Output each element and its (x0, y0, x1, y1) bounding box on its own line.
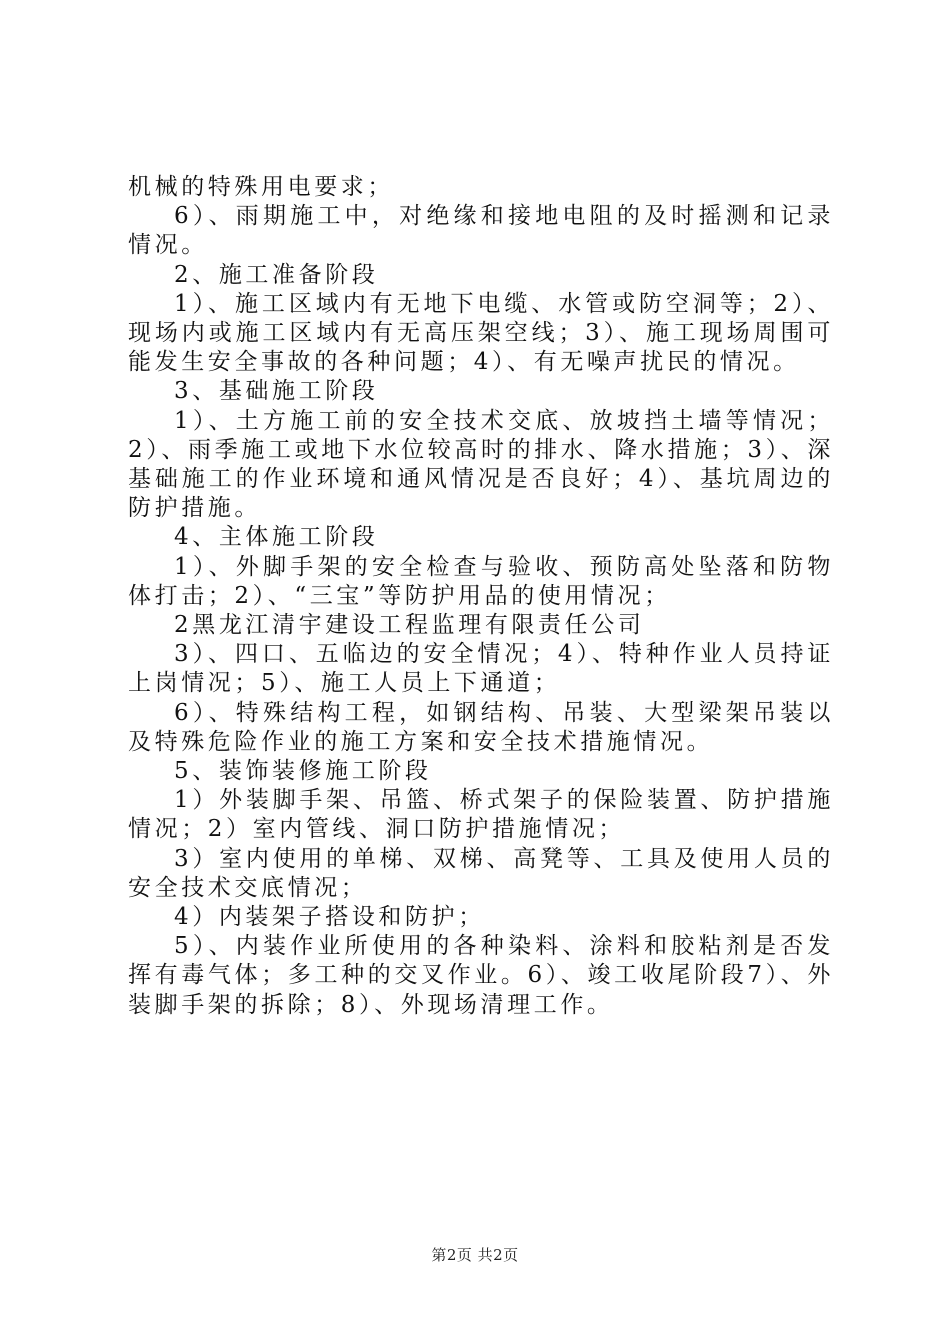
paragraph: 3）室内使用的单梯、双梯、高凳等、工具及使用人员的安全技术交底情况； (128, 845, 834, 901)
paragraph: 6）、特殊结构工程，如钢结构、吊装、大型梁架吊装以及特殊危险作业的施工方案和安全技术措施情况。 (128, 699, 834, 755)
paragraph: 1）、外脚手架的安全检查与验收、预防高处坠落和防物体打击；2）、“三宝”等防护用品的使用情况； (128, 553, 834, 609)
page-number-footer: 第2页 共2页 (431, 1246, 519, 1264)
paragraph: 1）、土方施工前的安全技术交底、放坡挡土墙等情况；2）、雨季施工或地下水位较高时的排水、降水措施；3）、深基础施工的作业环境和通风情况是否良好；4）、基坑周边的防护措施。 (128, 407, 834, 522)
paragraph: 1）外装脚手架、吊篮、桥式架子的保险装置、防护措施情况；2）室内管线、洞口防护措施情况； (128, 787, 834, 843)
paragraph: 4）内装架子搭设和防护； (174, 904, 485, 931)
paragraph: 2黑龙江清宇建设工程监理有限责任公司 (174, 612, 645, 639)
paragraph: 3）、四口、五临边的安全情况；4）、特种作业人员持证上岗情况；5）、施工人员上下通道； (128, 641, 834, 697)
section-heading: 2、施工准备阶段 (174, 261, 379, 288)
paragraph: 5）、内装作业所使用的各种染料、涂料和胶粘剂是否发挥有毒气体；多工种的交叉作业。6）、竣工收尾阶段7）、外装脚手架的拆除；8）、外现场清理工作。 (128, 933, 834, 1018)
section-heading: 5、装饰装修施工阶段 (174, 758, 432, 785)
document-body (128, 173, 834, 1020)
paragraph: 机械的特殊用电要求； (128, 174, 394, 200)
section-heading: 4、主体施工阶段 (174, 524, 379, 551)
paragraph: 6）、雨期施工中，对绝缘和接地电阻的及时摇测和记录情况。 (128, 203, 834, 259)
section-heading: 3、基础施工阶段 (174, 378, 379, 405)
paragraph: 1）、施工区域内有无地下电缆、水管或防空洞等；2）、现场内或施工区域内有无高压架空线；3）、施工现场周围可能发生安全事故的各种问题；4）、有无噪声扰民的情况。 (128, 290, 834, 376)
